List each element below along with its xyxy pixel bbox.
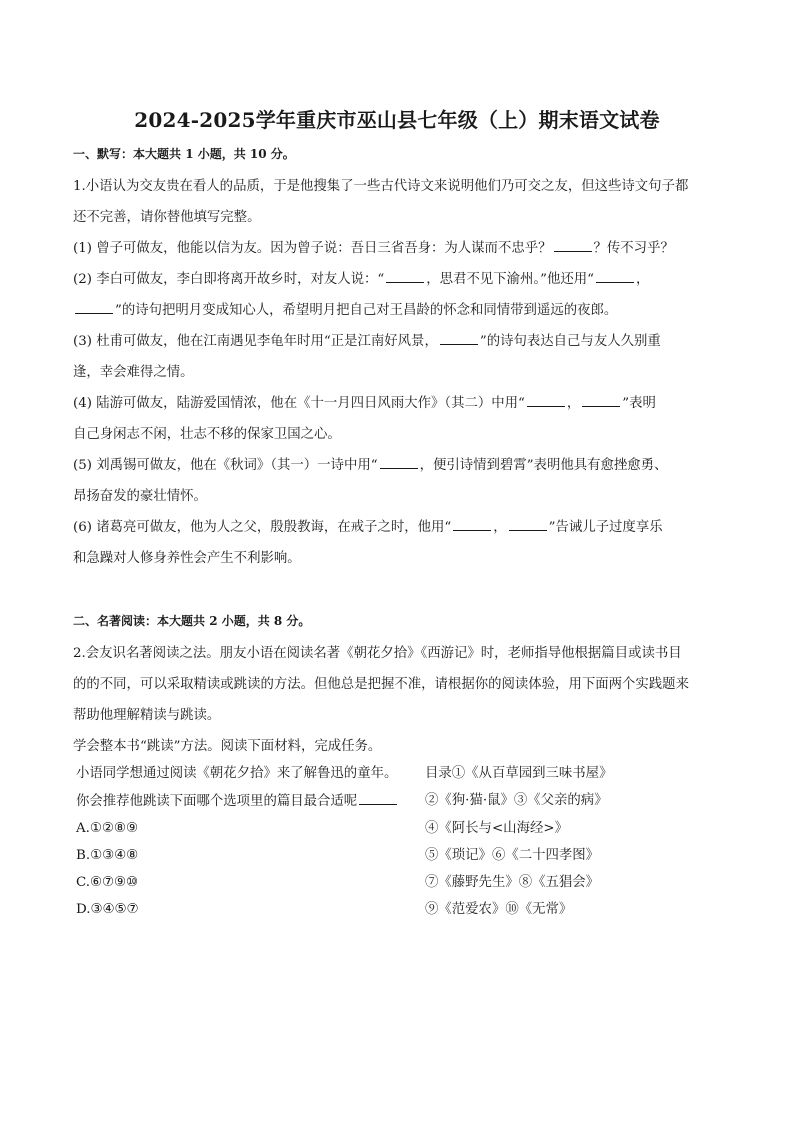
item-text: ， [566, 396, 581, 411]
question-1-intro-line: 1.小语认为交友贵在看人的品质，于是他搜集了一些古代诗文来说明他们乃可交之友，但这些诗文句子都 [73, 179, 689, 194]
item-text: 自己身闲志不闲，壮志不移的保家卫国之心。 [73, 427, 341, 442]
option-a[interactable]: A.①②⑧⑨ [76, 821, 138, 836]
item-text: (3) 杜甫可做友，他在江南遇见李龟年时用“正是江南好风景， [73, 334, 438, 349]
answer-blank[interactable] [75, 299, 113, 314]
option-c[interactable]: C.⑥⑦⑨⑩ [76, 875, 139, 890]
answer-blank[interactable] [453, 516, 491, 531]
item-text: ”表明 [622, 396, 656, 411]
question-2-intro-line: 的的不同，可以采取精读或跳读的方法。但他总是把握不准，请根据你的阅读体验，用下面两个实践题来 [73, 677, 689, 692]
item-text: 昂扬奋发的豪壮情怀。 [73, 489, 207, 504]
question-stem [76, 790, 399, 813]
question-2-intro-line: 2.会友识名著阅读之法。朋友小语在阅读名著《朝花夕拾》《西游记》时，老师指导他根据篇目或读书目 [73, 646, 682, 661]
answer-blank[interactable] [527, 392, 565, 407]
answer-blank[interactable] [554, 237, 592, 252]
item-text: ， [635, 272, 650, 287]
question-1-item-4 [73, 388, 723, 450]
option-d[interactable]: D.③④⑤⑦ [76, 902, 139, 917]
catalog-line: 目录①《从百草园到三味书屋》 [425, 766, 613, 781]
answer-blank[interactable] [509, 516, 547, 531]
question-stem: 小语同学想通过阅读《朝花夕拾》来了解鲁迅的童年。 [76, 766, 398, 781]
question-2-task: 学会整本书“跳读”方法。阅读下面材料，完成任务。 [73, 739, 382, 754]
item-text: ”的诗句把明月变成知心人，希望明月把自己对王昌龄的怀念和同情带到遥远的夜郎。 [115, 303, 618, 318]
question-2-intro-line: 帮助他理解精读与跳读。 [73, 708, 221, 723]
section-header-1 [73, 145, 295, 163]
item-text: (6) 诸葛亮可做友，他为人之父，殷殷教诲，在戒子之时，他用“ [73, 520, 452, 535]
answer-blank[interactable] [380, 454, 418, 469]
question-1-item-3 [73, 326, 723, 388]
item-text: ”的诗句表达自己与友人久别重 [479, 334, 661, 349]
item-text: (4) 陆游可做友，陆游爱国情浓，他在《十一月四日风雨大作》（其二）中用“ [73, 396, 525, 411]
catalog-line: ⑦《藤野先生》⑧《五猖会》 [425, 875, 600, 890]
question-1-item-1 [73, 233, 723, 264]
option-b[interactable]: B.①③④⑧ [76, 848, 139, 863]
item-text: (2) 李白可做友，李白即将离开故乡时，对友人说：“ [73, 272, 385, 287]
catalog-line: ④《阿长与<山海经>》 [425, 821, 568, 836]
item-text: ，便引诗情到碧霄”表明他具有愈挫愈勇、 [419, 458, 668, 473]
item-text: 逢，幸会难得之情。 [73, 365, 194, 380]
section-rule: 本大题共 2 小题，共 8 分。 [157, 614, 311, 628]
page-title: 2024-2025学年重庆市巫山县七年级（上）期末语文试卷 [134, 108, 660, 132]
item-text: ，思君不见下渝州。”他还用“ [426, 272, 594, 287]
section-prefix: 一、默写： [73, 147, 134, 161]
question-1-item-5 [73, 450, 723, 512]
item-text: ， [493, 520, 507, 535]
catalog-line: ②《狗·猫·鼠》③《父亲的病》 [425, 793, 608, 808]
section-header-2 [73, 612, 310, 630]
answer-blank[interactable] [359, 790, 397, 805]
question-1-intro-line: 还不完善，请你替他填写完整。 [73, 210, 261, 225]
question-2-intro [73, 638, 723, 731]
catalog-line: ⑨《范爱农》⑩《无常》 [425, 902, 573, 917]
answer-blank[interactable] [386, 268, 424, 283]
answer-blank[interactable] [440, 330, 478, 345]
question-1-item-6 [73, 512, 723, 574]
catalog-line: ⑤《琐记》⑥《二十四孝图》 [425, 848, 600, 863]
question-1-intro [73, 171, 723, 233]
answer-blank[interactable] [596, 268, 634, 283]
section-rule: 本大题共 1 小题，共 10 分。 [133, 147, 295, 161]
answer-blank[interactable] [582, 392, 620, 407]
section-prefix: 二、名著阅读： [73, 614, 158, 628]
item-text: (1) 曾子可做友，他能以信为友。因为曾子说：吾日三省吾身：为人谋而不忠乎？ [73, 241, 552, 256]
question-1-item-2 [73, 264, 723, 326]
item-text: 和急躁对人修身养性会产生不利影响。 [73, 551, 301, 566]
item-text: ”告诫儿子过度享乐 [548, 520, 663, 535]
item-text: (5) 刘禹锡可做友，他在《秋词》（其一）一诗中用“ [73, 458, 378, 473]
question-stem-text: 你会推荐他跳读下面哪个选项里的篇目最合适呢 [76, 794, 358, 809]
item-text: ？传不习乎？ [593, 241, 674, 256]
